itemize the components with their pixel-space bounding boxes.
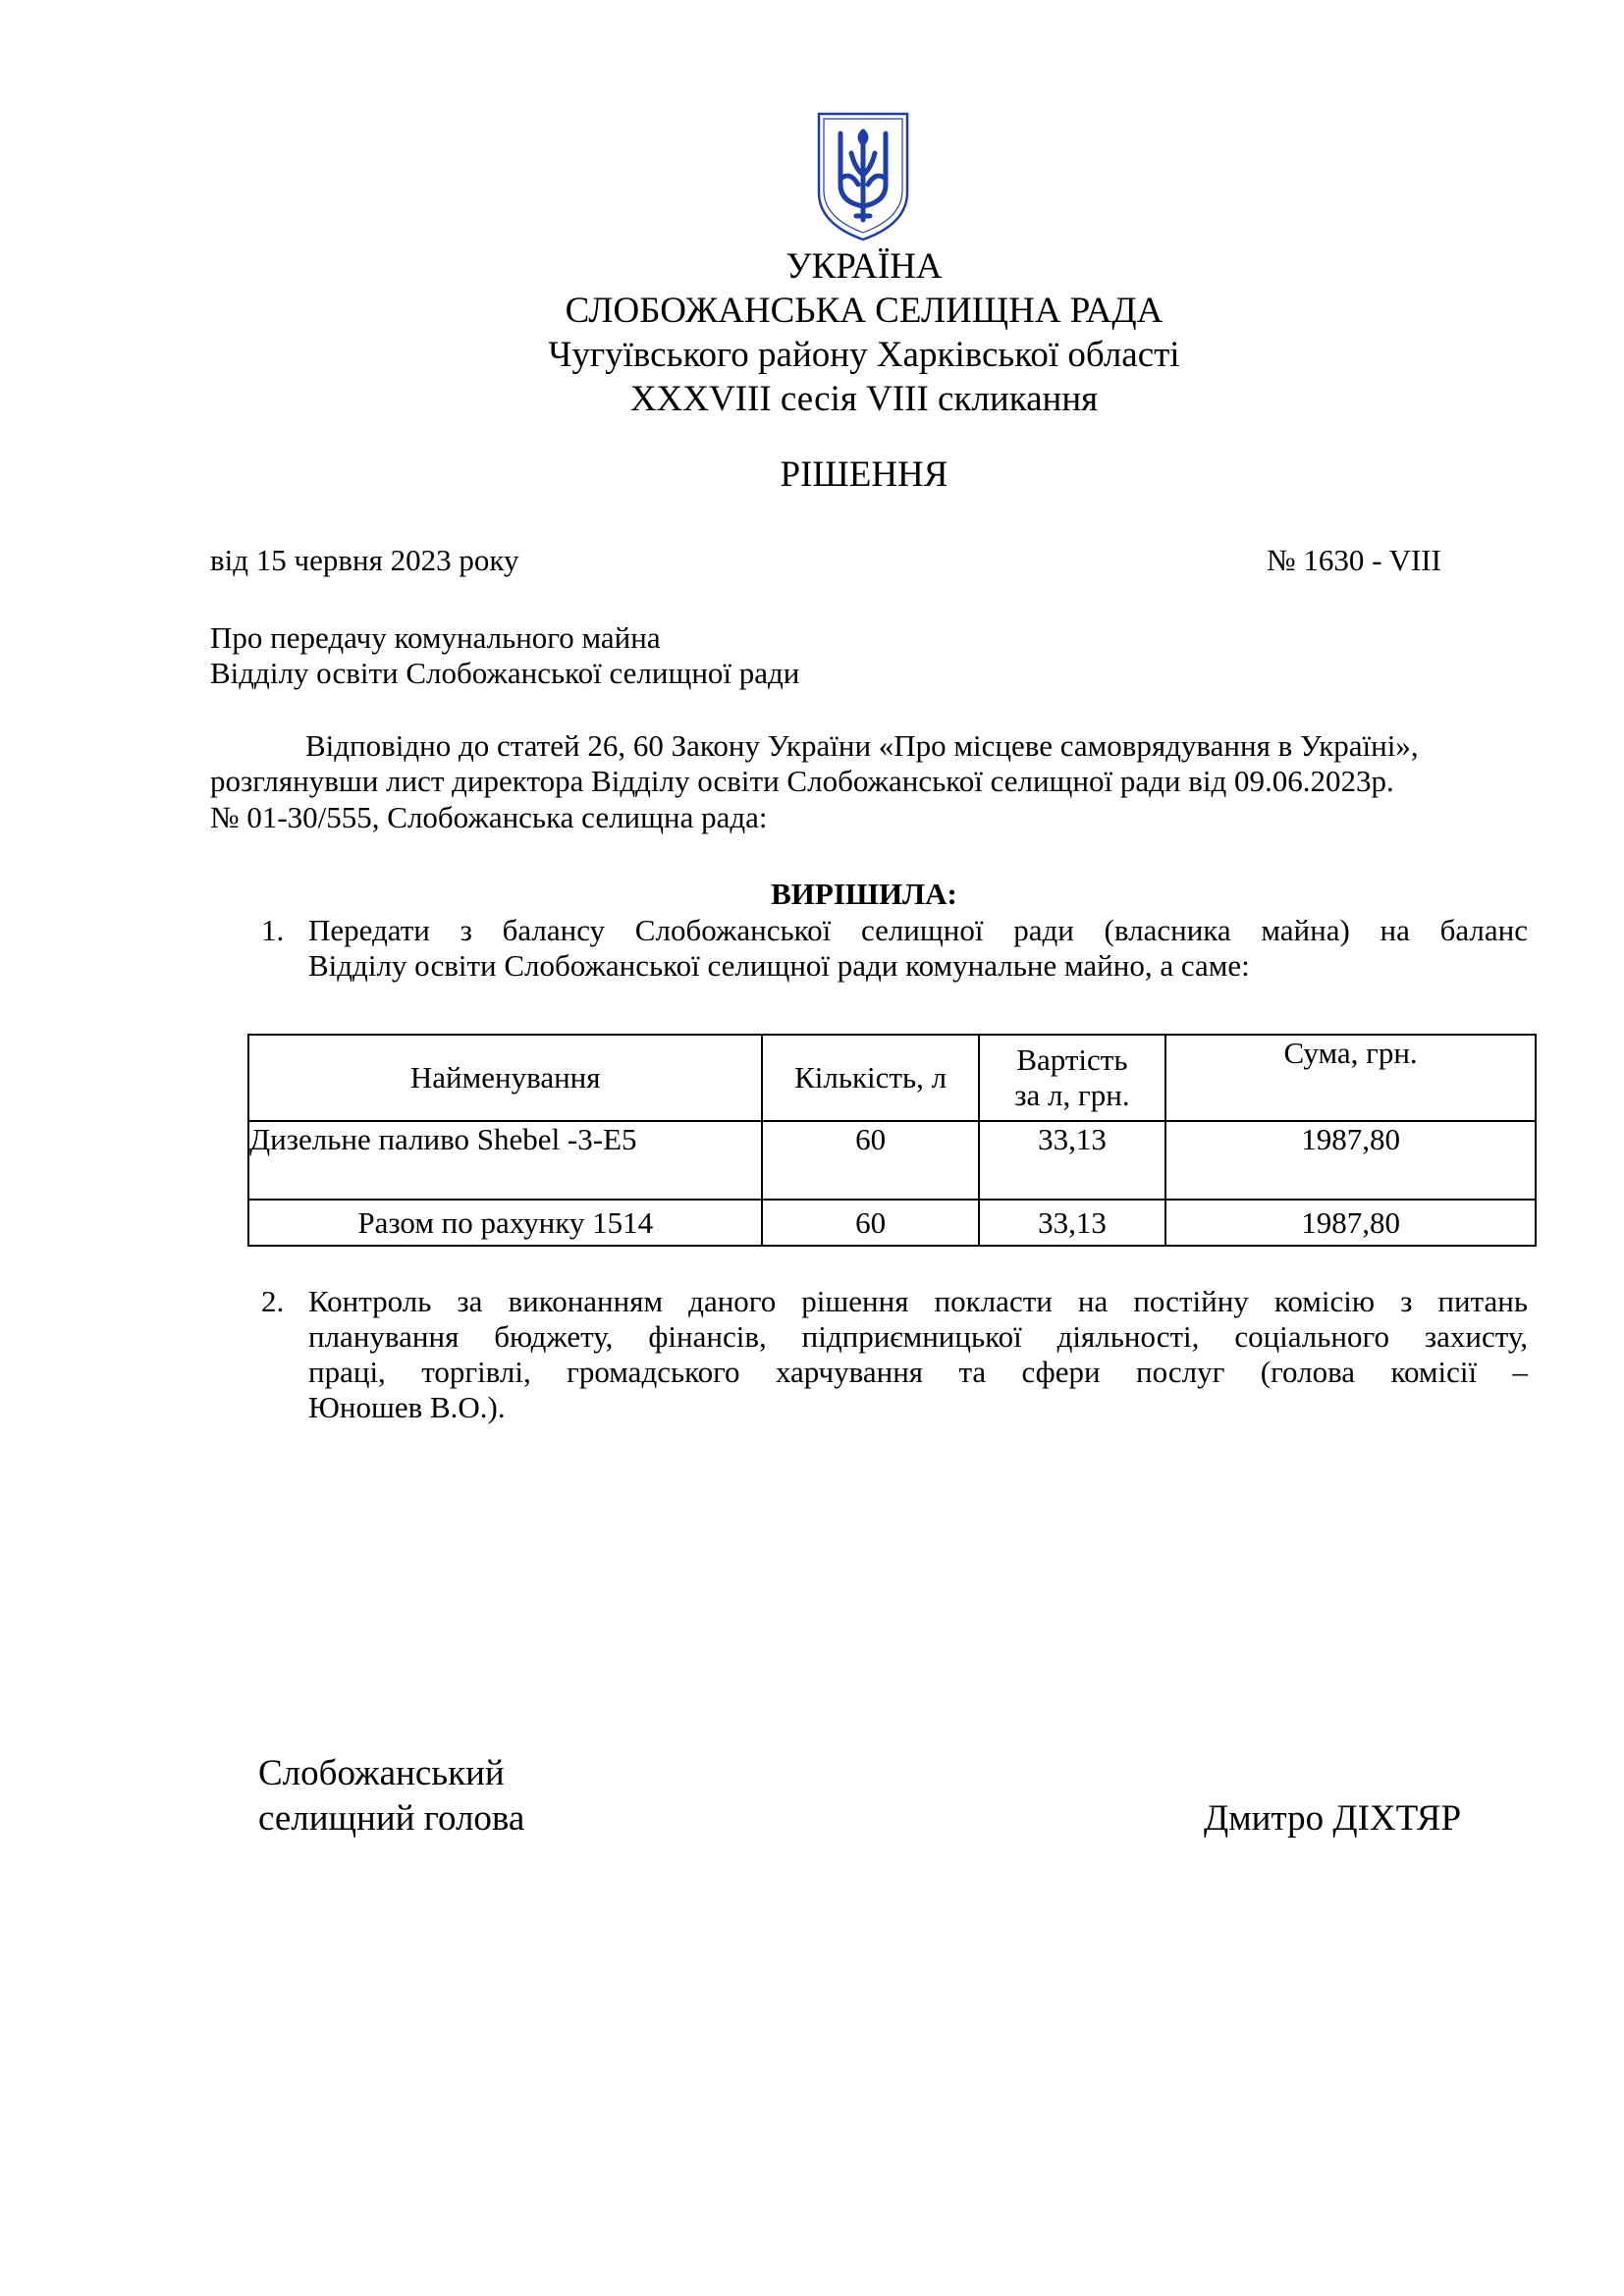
total-sum: 1987,80 xyxy=(1165,1200,1536,1246)
decision-date: від 15 червня 2023 року xyxy=(210,543,519,577)
header-price-line: Вартість xyxy=(1016,1042,1128,1077)
session-title: XXXVIII сесія VIII скликання xyxy=(629,379,1099,419)
header-price xyxy=(979,1035,1165,1121)
council-title: СЛОБОЖАНСЬКА СЕЛИЩНА РАДА xyxy=(565,291,1164,331)
item-text-line: Передати з балансу Слобожанської селищної ради (власника майна) на баланс xyxy=(308,913,1528,947)
item-number: 1. xyxy=(261,913,285,947)
item-text-line: праці, торгівлі, громадського харчування та сфери послуг (голова комісії – xyxy=(308,1355,1528,1389)
header-name: Найменування xyxy=(248,1035,762,1121)
subject-line: Про передачу комунального майна xyxy=(210,620,661,655)
cell-name: Дизельне паливо Shebel -3-Е5 xyxy=(248,1121,762,1200)
country-title: УКРАЇНА xyxy=(785,246,943,287)
header-sum: Сума, грн. xyxy=(1165,1035,1536,1121)
subject-line: Відділу освіти Слобожанської селищної ради xyxy=(210,656,800,690)
item-number: 2. xyxy=(261,1284,285,1318)
table-total-row xyxy=(248,1200,1536,1246)
preamble-line: № 01-30/555, Слобожанська селищна рада: xyxy=(210,800,768,834)
property-table xyxy=(247,1034,1537,1247)
item-text-line: Юношев В.О.). xyxy=(308,1390,506,1424)
document-type-title: РІШЕННЯ xyxy=(780,454,948,495)
signatory-title: селищний голова xyxy=(258,1798,525,1839)
resolved-heading: ВИРІШИЛА: xyxy=(771,877,957,911)
preamble-line: розглянувши лист директора Відділу освіти Слобожанської селищної ради від 09.06.2023р. xyxy=(210,764,1394,798)
total-price: 33,13 xyxy=(979,1200,1165,1246)
region-title: Чугуївського району Харківської області xyxy=(548,335,1180,375)
cell-quantity: 60 xyxy=(762,1121,978,1200)
preamble-line: Відповідно до статей 26, 60 Закону України «Про місцеве самоврядування в Україні», xyxy=(305,728,1419,763)
item-text-line: Контроль за виконанням даного рішення покласти на постійну комісію з питань xyxy=(308,1284,1528,1318)
item-text-line: Відділу освіти Слобожанської селищної ради комунальне майно, а саме: xyxy=(308,948,1250,983)
signatory-title: Слобожанський xyxy=(258,1753,505,1793)
table-row xyxy=(248,1121,1536,1200)
decision-number: № 1630 - VIII xyxy=(1267,543,1441,577)
cell-price: 33,13 xyxy=(979,1121,1165,1200)
total-quantity: 60 xyxy=(762,1200,978,1246)
trident-emblem-icon xyxy=(815,110,911,243)
signatory-name: Дмитро ДІХТЯР xyxy=(1204,1798,1462,1839)
header-price-line: за л, грн. xyxy=(1014,1078,1130,1112)
total-label: Разом по рахунку 1514 xyxy=(248,1200,762,1246)
cell-sum: 1987,80 xyxy=(1165,1121,1536,1200)
item-text-line: планування бюджету, фінансів, підприємницької діяльності, соціального захисту, xyxy=(308,1319,1528,1354)
header-quantity: Кількість, л xyxy=(762,1035,978,1121)
table-header-row xyxy=(248,1035,1536,1121)
